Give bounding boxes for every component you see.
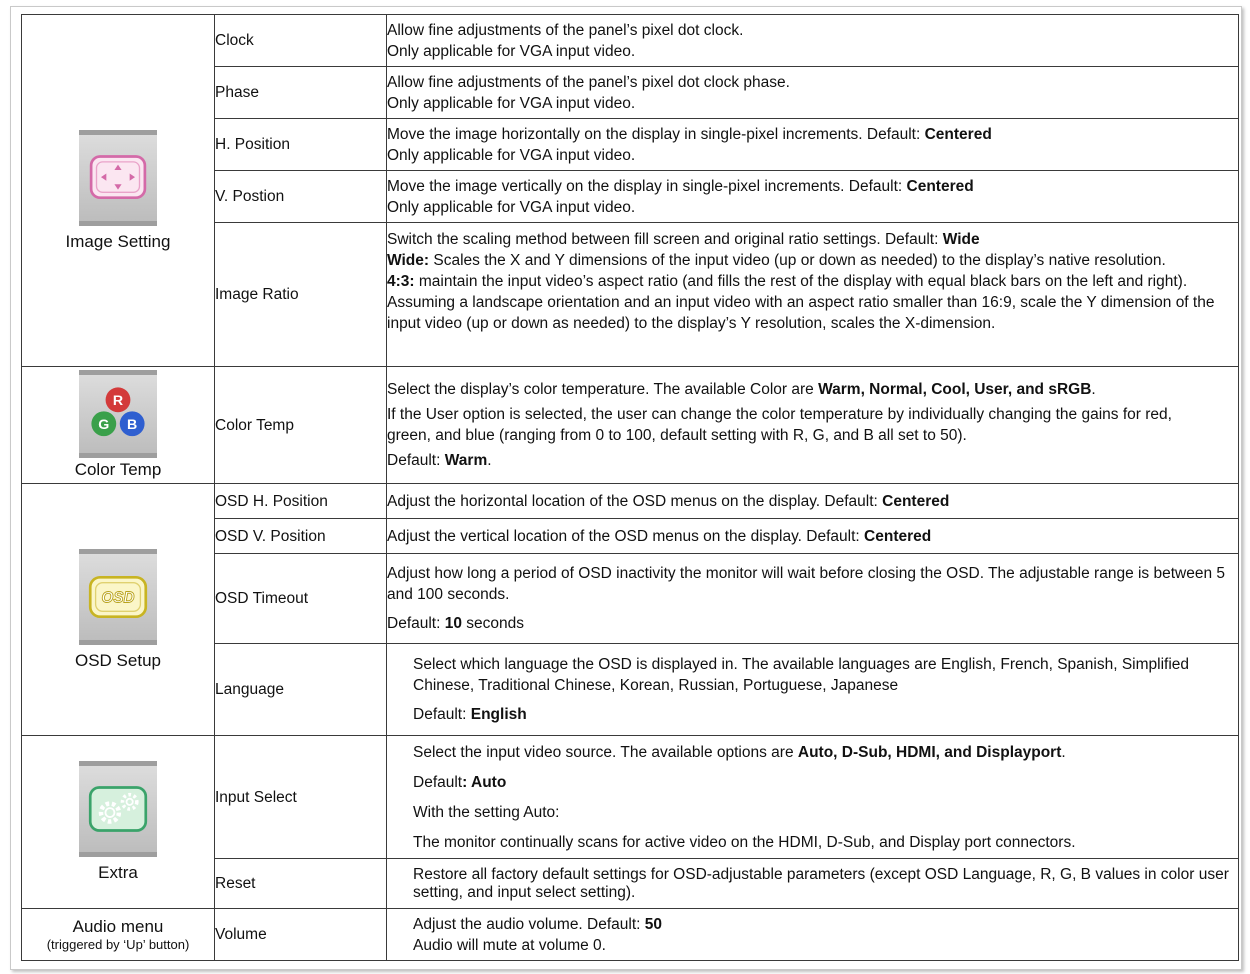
description-image-ratio bbox=[387, 223, 1239, 367]
item-clock: Clock bbox=[215, 15, 387, 67]
osd-setup-icon bbox=[79, 549, 157, 645]
table-row bbox=[22, 736, 1239, 859]
description-text bbox=[413, 742, 1238, 763]
description-text: Adjust the vertical location of the OSD menus on the display. Default: bbox=[387, 527, 865, 545]
description-text: Audio will mute at volume 0. bbox=[413, 936, 606, 954]
item-osd-h-position: OSD H. Position bbox=[215, 484, 387, 519]
description-text: Default bbox=[413, 773, 463, 791]
default-value: Centered bbox=[906, 177, 974, 195]
default-value: Centered bbox=[882, 492, 950, 510]
category-label: Image Setting bbox=[65, 231, 171, 251]
description-text: Only applicable for VGA input video. bbox=[387, 42, 636, 60]
description-text: Adjust the audio volume. Default: bbox=[413, 915, 645, 933]
option-label: Wide: bbox=[387, 252, 430, 269]
description-reset bbox=[387, 859, 1239, 909]
description-text: The monitor continually scans for active video on the HDMI, D-Sub, and Display port connectors. bbox=[413, 833, 1076, 851]
item-input-select: Input Select bbox=[215, 736, 387, 859]
description-text: Adjust how long a period of OSD inactivity the monitor will wait before closing the OSD. The adjustable range is between 5 and 100 seconds. bbox=[387, 565, 1226, 603]
svg-text:OSD: OSD bbox=[101, 588, 135, 606]
option-label: 4:3: bbox=[387, 273, 415, 290]
category-audio-menu bbox=[22, 909, 215, 961]
default-value: Centered bbox=[924, 125, 992, 143]
description-text: Select which language the OSD is displayed in. The available languages are English, French, Spanish, Simplified Chinese, Traditional Chinese, Korean, Russian, Portuguese, Japanese bbox=[413, 656, 1190, 694]
item-image-ratio: Image Ratio bbox=[215, 223, 387, 367]
item-phase: Phase bbox=[215, 67, 387, 119]
category-label: Extra bbox=[98, 863, 138, 882]
description-text: Only applicable for VGA input video. bbox=[387, 94, 636, 112]
description-color-temp bbox=[387, 367, 1239, 484]
description-text: maintain the input video’s aspect ratio (and fills the rest of the display with equal black bars on the left and right). Assuming a landscape orientation and an input video with an aspect ratio smaller than 16:9, scale the Y dimension of the input video (up or down as needed) to the display’s Y resolution, scales the X-dimension. bbox=[387, 273, 1215, 332]
item-volume: Volume bbox=[215, 909, 387, 961]
description-text: Only applicable for VGA input video. bbox=[387, 198, 636, 216]
description-text: Switch the scaling method between fill screen and original ratio settings. Default: bbox=[387, 231, 943, 248]
description-text: Only applicable for VGA input video. bbox=[387, 146, 636, 164]
item-h-position: H. Position bbox=[215, 119, 387, 171]
description-osd-timeout bbox=[387, 554, 1239, 644]
category-osd-setup bbox=[22, 484, 215, 736]
description-text bbox=[413, 772, 1238, 793]
description-text: Select the input video source. The available options are bbox=[413, 743, 798, 761]
table-row bbox=[22, 367, 1239, 484]
description-osd-h-position bbox=[387, 484, 1239, 519]
item-osd-v-position: OSD V. Position bbox=[215, 519, 387, 554]
description-text: With the setting Auto: bbox=[413, 803, 560, 821]
description-text bbox=[387, 379, 1238, 400]
item-v-position: V. Postion bbox=[215, 171, 387, 223]
description-input-select bbox=[387, 736, 1239, 859]
description-text: seconds bbox=[461, 615, 525, 632]
description-text: Allow fine adjustments of the panel’s pixel dot clock. bbox=[387, 21, 744, 39]
category-label: OSD Setup bbox=[75, 650, 161, 670]
description-text: Default: bbox=[387, 452, 445, 469]
description-text bbox=[387, 250, 1238, 271]
description-v-position bbox=[387, 171, 1239, 223]
description-volume bbox=[387, 909, 1239, 961]
svg-text:B: B bbox=[127, 417, 138, 434]
default-value: 50 bbox=[644, 915, 663, 933]
description-text: Restore all factory default settings for OSD-adjustable parameters (except OSD Language, R, G, B values in color user setting, and input select setting). bbox=[413, 865, 1229, 901]
table-row bbox=[22, 484, 1239, 519]
default-value: 10 bbox=[444, 615, 462, 632]
table-row bbox=[22, 15, 1239, 67]
table-row bbox=[22, 909, 1239, 961]
description-clock bbox=[387, 15, 1239, 67]
item-reset: Reset bbox=[215, 859, 387, 909]
category-label: Color Temp bbox=[74, 460, 162, 479]
description-text bbox=[387, 124, 1238, 145]
description-text: . bbox=[1091, 381, 1096, 398]
description-text bbox=[413, 704, 1238, 725]
category-image-setting bbox=[22, 15, 215, 367]
description-text: . bbox=[487, 452, 492, 469]
description-text bbox=[387, 491, 1238, 512]
description-text: Move the image vertically on the display in single-pixel increments. Default: bbox=[387, 177, 907, 195]
description-language bbox=[387, 644, 1239, 736]
item-color-temp: Color Temp bbox=[215, 367, 387, 484]
description-text: Move the image horizontally on the display in single-pixel increments. Default: bbox=[387, 125, 925, 143]
item-osd-timeout: OSD Timeout bbox=[215, 554, 387, 644]
description-text: Allow fine adjustments of the panel’s pixel dot clock phase. bbox=[387, 73, 790, 91]
category-color-temp bbox=[22, 367, 215, 484]
description-phase bbox=[387, 67, 1239, 119]
default-value: Centered bbox=[864, 527, 932, 545]
description-text bbox=[387, 613, 1238, 634]
extra-gears-icon bbox=[79, 761, 157, 857]
description-text: . bbox=[1061, 743, 1066, 761]
category-extra bbox=[22, 736, 215, 909]
description-osd-v-position bbox=[387, 519, 1239, 554]
description-text bbox=[387, 229, 1238, 250]
option-list: Auto, D-Sub, HDMI, and Displayport bbox=[797, 743, 1062, 761]
option-list: Warm, Normal, Cool, User, and sRGB bbox=[818, 381, 1092, 398]
description-text: Default: bbox=[413, 706, 471, 723]
description-text bbox=[387, 450, 1238, 471]
description-h-position bbox=[387, 119, 1239, 171]
default-value: English bbox=[470, 706, 527, 723]
description-text: Select the display’s color temperature. The available Color are bbox=[387, 381, 819, 398]
description-text: Adjust the horizontal location of the OSD menus on the display. Default: bbox=[387, 492, 883, 510]
description-text bbox=[387, 526, 1238, 547]
category-sublabel: (triggered by ‘Up’ button) bbox=[46, 936, 190, 952]
default-value: Wide bbox=[942, 231, 980, 248]
osd-menu-table bbox=[21, 14, 1239, 961]
description-text: Default: bbox=[387, 615, 445, 632]
svg-text:R: R bbox=[112, 393, 124, 410]
color-temp-rgb-icon bbox=[79, 370, 157, 458]
default-value: Warm bbox=[444, 452, 488, 469]
default-value: : Auto bbox=[462, 773, 507, 791]
image-setting-icon bbox=[79, 130, 157, 226]
svg-text:G: G bbox=[98, 417, 110, 434]
description-text: Scales the X and Y dimensions of the input video (up or down as needed) to the display’s native resolution. bbox=[429, 252, 1166, 269]
description-text bbox=[387, 176, 1238, 197]
description-text: If the User option is selected, the user can change the color temperature by individually changing the gains for red, green, and blue (ranging from 0 to 100, default setting with R, G, and B all set to 50). bbox=[387, 406, 1172, 444]
item-language: Language bbox=[215, 644, 387, 736]
description-text bbox=[387, 271, 1238, 334]
category-label: Audio menu bbox=[72, 916, 164, 936]
description-text bbox=[413, 914, 1238, 935]
